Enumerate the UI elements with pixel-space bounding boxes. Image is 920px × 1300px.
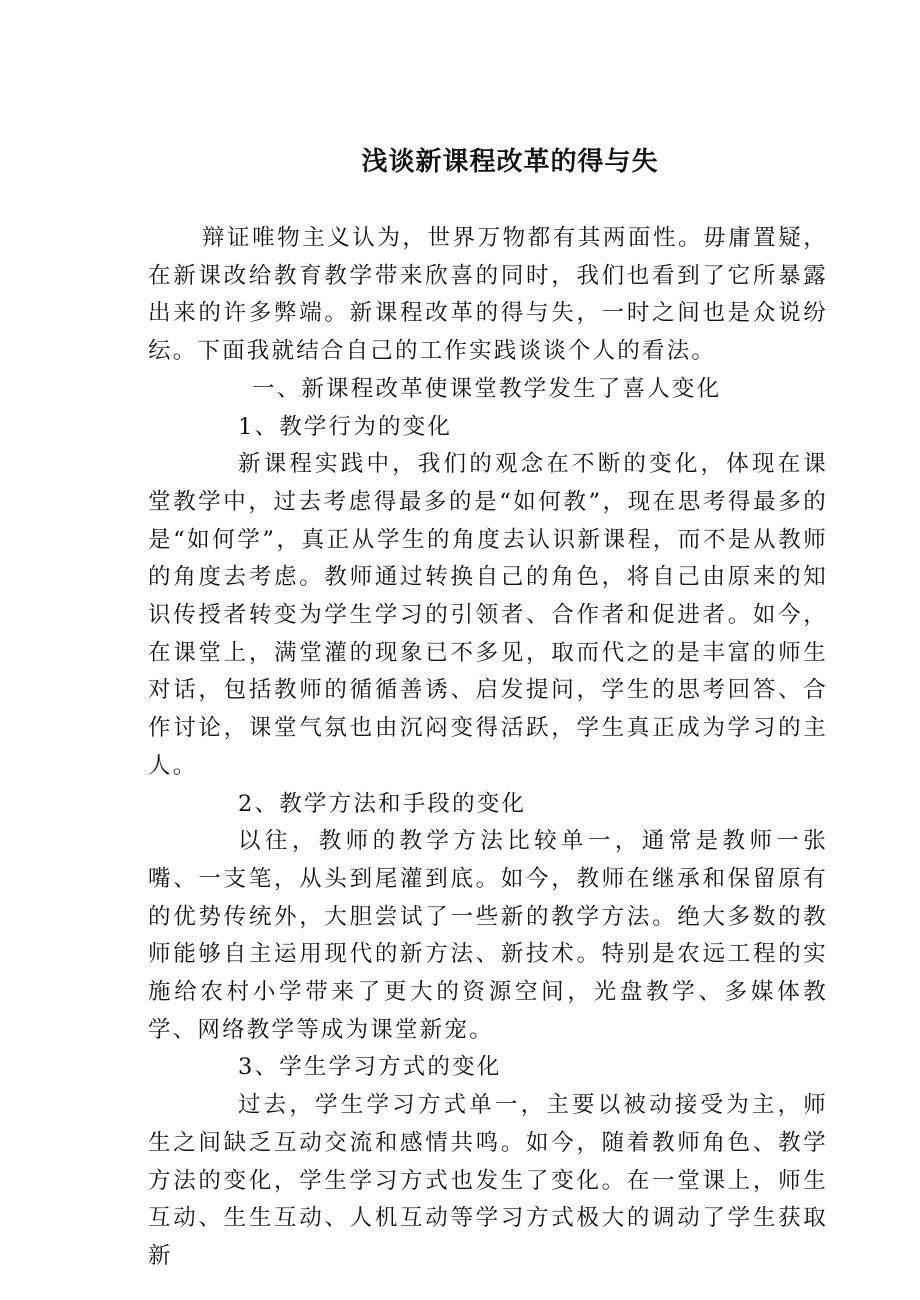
paragraph-learning-style: 过去，学生学习方式单一，主要以被动接受为主，师生之间缺乏互动交流和感情共鸣。如今，随着教师角色、教学方法的变化，学生学习方式也发生了变化。在一堂课上，师生互动、生生互动、人机互动等学习方式极大的调动了学生获取新 — [148, 1092, 828, 1269]
subsection-heading-2: 2、教学方法和手段的变化 — [238, 790, 527, 817]
document-title: 浅谈新课程改革的得与失 — [361, 147, 659, 177]
subsection-heading-1: 1、教学行为的变化 — [238, 413, 453, 440]
paragraph-teaching-behavior: 新课程实践中，我们的观念在不断的变化，体现在课堂教学中，过去考虑得最多的是“如何教”，现在思考得最多的是“如何学”，真正从学生的角度去认识新课程，而不是从教师的角度去考虑。教师通过转换自己的角色，将自己由原来的知识传授者转变为学生学习的引领者、合作者和促进者。如今，在课堂上，满堂灌的现象已不多见，取而代之的是丰富的师生对话，包括教师的循循善诱、启发提问，学生的思考回答、合作讨论，课堂气氛也由沉闷变得活跃，学生真正成为学习的主人。 — [148, 451, 828, 779]
subsection-heading-3: 3、学生学习方式的变化 — [238, 1054, 502, 1081]
paragraph-teaching-methods: 以往，教师的教学方法比较单一，通常是教师一张嘴、一支笔，从头到尾灌到底。如今，教师在继承和保留原有的优势传统外，大胆尝试了一些新的教学方法。绝大多数的教师能够自主运用现代的新方法、新技术。特别是农远工程的实施给农村小学带来了更大的资源空间，光盘教学、多媒体教学、网络教学等成为课堂新宠。 — [148, 828, 828, 1043]
intro-paragraph: 辩证唯物主义认为，世界万物都有其两面性。毋庸置疑，在新课改给教育教学带来欣喜的同时，我们也看到了它所暴露出来的许多弊端。新课程改革的得与失，一时之间也是众说纷纭。下面我就结合自己的工作实践谈谈个人的看法。 — [148, 225, 828, 365]
section-heading-1: 一、新课程改革使课堂教学发生了喜人变化 — [252, 375, 722, 402]
document-body — [148, 220, 828, 1276]
